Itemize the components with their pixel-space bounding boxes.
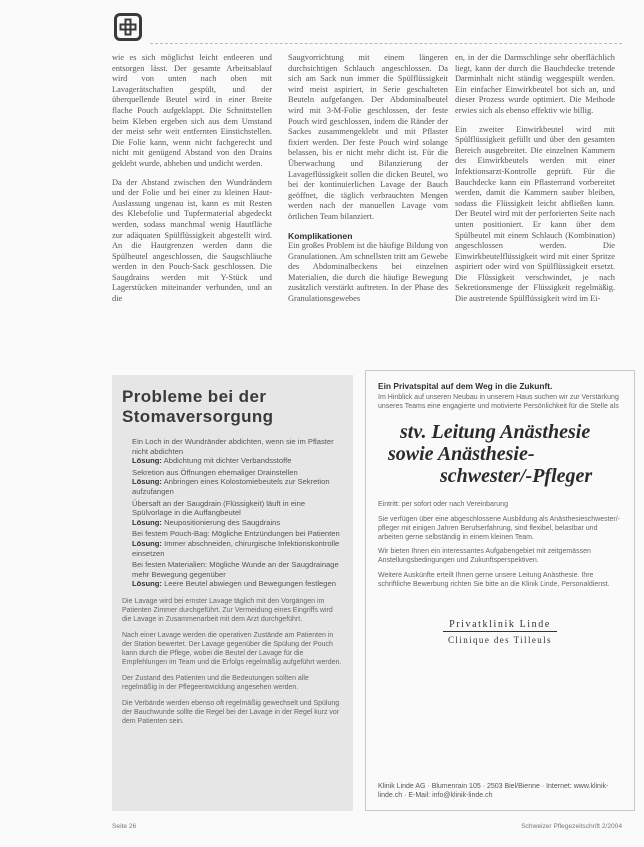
job-title-line: schwester/-Pfleger [440, 465, 593, 488]
problem-item [132, 468, 343, 497]
problems-title: Probleme bei der Stomaversorgung [122, 387, 274, 426]
paragraph: Da der Abstand zwischen den Wundrändern und der Folie und bei einer zu kleinen Haut-Auslassung ungenau ist, kann es mit Resten des Klebefolie und Tupfermaterial abgedeckt werden, sodass manchmal wenig Hautfläche zur adäquaten Spülflüssigkeit abgestellt wird. An die Hautgrenzen werden dann die Spülbeutel angeschlossen, die Saugschläuche werden in den Pouch-Sack geschlossen. Die Saugdrains werden mit Y-Stück und Lagerstücken miteinander verbunden, und an die [112, 177, 272, 304]
paragraph: Ein großes Problem ist die häufige Bildung von Granulationen. Am schnellsten tritt am Gewebe des Abdominalbeckens bei einzelnen Materialien, die durch die häufige Bewegung zusätzlich verstärkt auftreten. In der Phase des Granulationsgewebes [288, 241, 448, 304]
paragraph: en, in der die Darmschlinge sehr oberflächlich liegt, kann der durch die Bauchdecke tretende Darminhalt nicht ständig weggespült werden. Ein einfacher Einwirkbeutel bot sich an, und dieser Prozess wurde optimiert. Die Methode erwies sich als ebenso effektiv wie billig. [455, 53, 615, 115]
ad-start: Eintritt: per sofort oder nach Vereinbarung [378, 501, 508, 509]
paragraph: Ein zweiter Einwirkbeutel wird mit Spülflüssigkeit gefüllt und über den gesamten Bereich ausgebreitet. Die einzelnen Kammern des Einwirkbeutels werden mit einer Infektionsarzt-Kontrolle geprüft. Für die Bauchdecke kann ein Pflasterrand vorbereitet werden, damit die Kammern sauber bleiben, sodass die Flüssigkeit leicht abfließen kann. Der Beutel wird mit der perforierten Seite nach unten positioniert. Er kann über dem Spülbeutel mit einem Schlauch (Kombination) angeschlossen werden. Die Einwirkbeutelflüssigkeit wird mit einer Spritze aspiriert oder wird von Spülflüssigkeit ersetzt. Die Flüssigkeit verschwindet, je nach Sekretionsmenge der Flüssigkeit regelmäßig. Die austretende Spülflüssigkeit wird im Ei- [455, 124, 615, 304]
job-title-line: sowie Anästhesie- [388, 443, 535, 466]
header-rule [150, 43, 622, 44]
problem-text: Ein Loch in der Wundränder abdichten, wenn sie im Pflaster nicht abdichten [132, 437, 334, 456]
clinic-name-french: Clinique des Tilleuls [448, 634, 552, 645]
ad-apply: Weitere Auskünfte erteilt Ihnen gerne unsere Leitung Anästhesie. Ihre schriftliche Bewerbung richten Sie bitte an die Klinik Linde, Personaldienst. [378, 571, 610, 588]
section-heading: Komplikationen [288, 230, 353, 241]
note-paragraph: Die Lavage wird bei ernster Lavage täglich mit den Vorgängen im Patienten Zimmer durchgeführt. Zur Vermeidung eines Eingriffs wird die Lavage in Zusammenarbeit mit dem Arzt durchgeführt. [122, 597, 333, 623]
problem-item [132, 499, 343, 528]
swiss-cross-logo [114, 13, 142, 41]
solution-text: Lösung: Leere Beutel abwiegen und Bewegungen festlegen [132, 579, 336, 589]
clinic-name: Privatklinik Linde [443, 619, 557, 632]
ad-intro: Im Hinblick auf unseren Neubau in unserem Haus suchen wir zur Verstärkung unseres Teams eine engagierte und motivierte Persönlichkeit für die Stelle als [378, 394, 619, 410]
problems-sidebar-box [112, 375, 353, 811]
problem-text: Bei festen Materialien: Mögliche Wunde an der Saugdrainage mehr Bewegung gegenüber [132, 560, 339, 579]
problem-item [132, 529, 343, 558]
note-paragraph: Der Zustand des Patienten und die Bedeutungen sollten alle regelmäßig in der Pflegeentwicklung angesehen werden. [122, 674, 309, 691]
note-paragraph: Die Verbände werden ebenso oft regelmäßig gewechselt und Spülung der Bauchwunde sollte die Regel bei der Lavage in der Regel kurz vor dem Patienten sein. [122, 699, 340, 725]
article-column-1 [112, 53, 272, 313]
paragraph: wie es sich möglichst leicht entleeren und entsorgen lässt. Der gesamte Arbeitsablauf wird von unten nach oben mit Lavagerätschaften gespült, und der überquellende Beutel wird in einer Breite flache Pouch aufgeklappt. Die Schnittstellen beim Kleben ergeben sich aus dem Umstand der meist sehr weit entfernten Einstichstellen. Die Folie kann, wenn nicht fachgerecht und nicht mit genügend Abstand von den Drains geklebt wurde, abheben und undicht werden. [112, 53, 272, 168]
solution-text: Lösung: Anbringen eines Kolostomiebeutels zur Sekretion aufzufangen [132, 477, 330, 496]
ad-requirements: Sie verfügen über eine abgeschlossene Ausbildung als Anästhesieschwester/-pfleger mit einigen Jahren Berufserfahrung, sind flexibel, belastbar und arbeiten gerne selbständig in einem kleinen Team. [378, 515, 621, 541]
job-title [378, 421, 622, 487]
problem-text: Bei festem Pouch-Bag: Mögliche Entzündungen bei Patienten [132, 529, 340, 539]
solution-text: Lösung: Immer abschneiden, chirurgische Infektionskontrolle einsetzen [132, 538, 340, 558]
article-column-2 [288, 53, 448, 313]
problem-item [132, 437, 343, 466]
publication-footer: Schweizer Pflegezeitschrift 2/2004 [521, 823, 622, 830]
ad-contact: Klinik Linde AG · Blumenrain 105 · 2503 Biel/Bienne · Internet: www.klinik-linde.ch · E-Mail: info@klinik-linde.ch [378, 783, 609, 799]
paragraph: Saugvorrichtung mit einem längeren durchsichtigen Schlauch angeschlossen. Da sich am Sack nun immer die Spülflüssigkeit wird meist aspiriert, in Serie geschalteten Beuteln aufgefangen. Der Abdominalbeutel wird mit 3-M-Folie geschlossen, der feste Pouch wird geschlossen, indem die Ränder der Sackes zusammengeklebt und mit Pflaster fixiert werden. Der feste Pouch wird solange belassen, bis er nicht mehr dicht ist. Für die Überwachung und Bilanzierung der Lavageflüssigkeit sollen die dicken Beutel, wo bei der kontinuierlichen Lavage der Bauch geöffnet, die täglich verbrauchten Mengen werden nach der manuellen Lavage vom örtlichen Team bilanziert. [288, 53, 448, 221]
problem-text: Sekretion aus Öffnungen ehemaliger Drainstellen [132, 467, 298, 477]
solution-text: Lösung: Neupositionierung des Saugdrains [132, 517, 281, 527]
swiss-cross-icon [119, 18, 137, 36]
problems-list [122, 437, 343, 589]
job-advertisement [365, 370, 635, 811]
ad-offer: Wir bieten Ihnen ein interessantes Aufgabengebiet mit zeitgemässen Anstellungsbedingungen und Zukunftsperspektiven. [378, 548, 591, 565]
solution-text: Lösung: Abdichtung mit dichter Verbandsstoffe [132, 456, 292, 466]
problem-text: Übersaft an der Saugdrain (Flüssigkeit) läuft in eine Spülvorlage in die Auffangbeutel [132, 498, 306, 518]
job-title-line: stv. Leitung Anästhesie [400, 421, 591, 444]
article-column-3 [455, 53, 615, 313]
page-number: Seite 26 [112, 823, 137, 830]
ad-headline: Ein Privatspital auf dem Weg in die Zukunft. [378, 381, 553, 391]
problem-item [132, 560, 343, 589]
note-paragraph: Nach einer Lavage werden die operativen Zustände am Patienten in der Station bewertet. Der Lavage gegenüber die Spülung der Pouch kann durch die Pflege, wobei die Beutel der Lavage für die Empfehlungen im Team und die Erfolgs regelmäßig aufgeführt werden. [122, 631, 342, 666]
problems-notes [122, 597, 343, 726]
clinic-logo [378, 614, 622, 645]
